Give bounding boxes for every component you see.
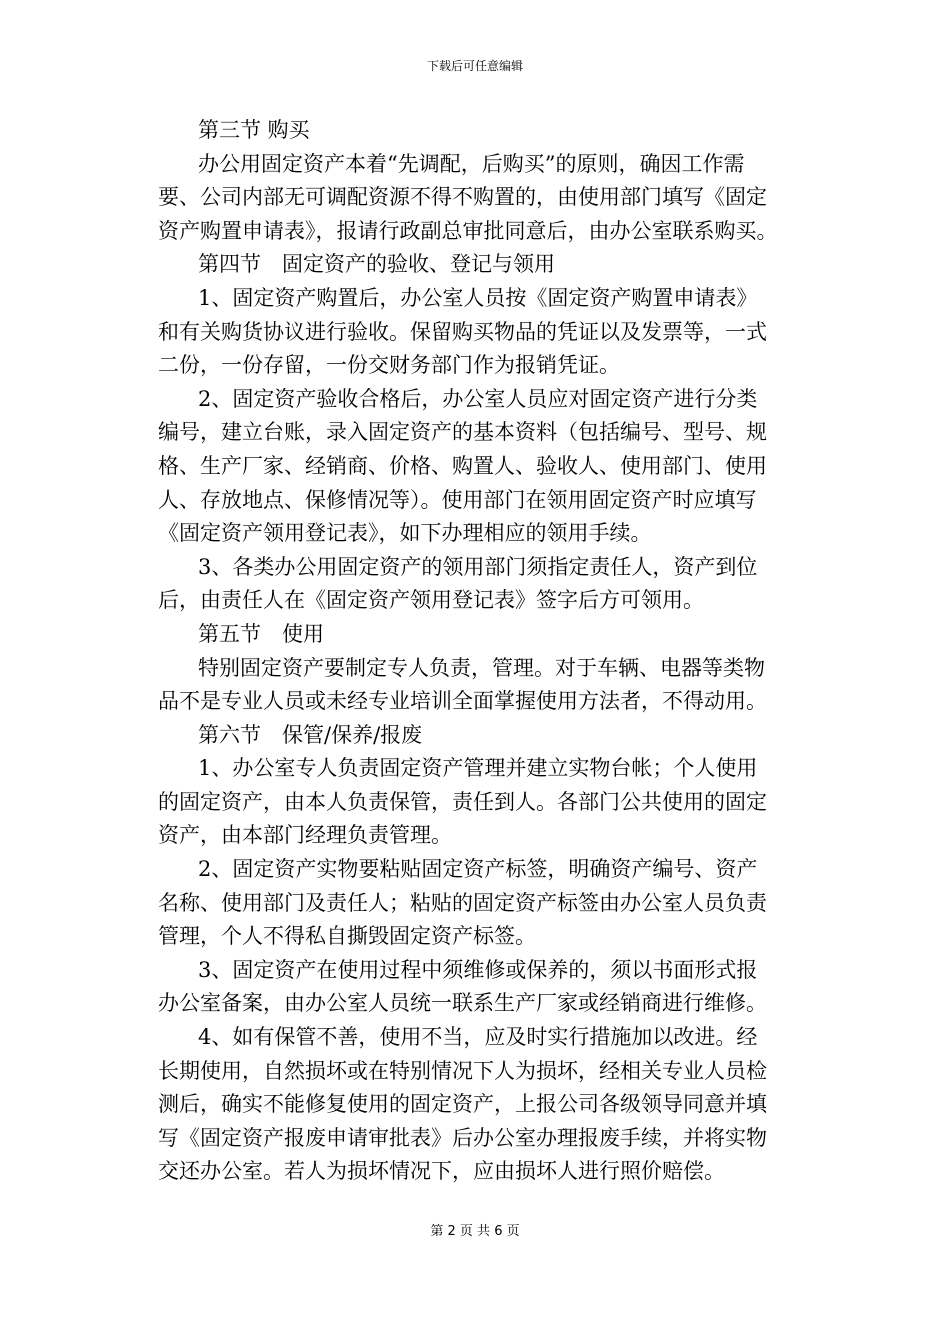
text-line: 2、固定资产验收合格后，办公室人员应对固定资产进行分类: [198, 386, 758, 411]
text-line: 要、公司内部无可调配资源不得不购置的，由使用部门填写《固定: [158, 185, 767, 210]
text-line: 长期使用，自然损坏或在特别情况下人为损坏，经相关专业人员检: [158, 1058, 767, 1083]
text-line: 《固定资产领用登记表》，如下办理相应的领用手续。: [158, 521, 652, 546]
text-line: 编号，建立台账，录入固定资产的基本资料（包括编号、型号、规: [158, 420, 767, 445]
text-line: 办公用固定资产本着“先调配，后购买”的原则，确因工作需: [198, 151, 745, 176]
text-line: 测后，确实不能修复使用的固定资产，上报公司各级领导同意并填: [158, 1092, 767, 1117]
text-line: 第三节 购买: [198, 118, 310, 142]
text-line: 3、固定资产在使用过程中须维修或保养的，须以书面形式报: [198, 957, 758, 982]
text-line: 第四节 固定资产的验收、登记与领用: [198, 252, 555, 277]
text-line: 第六节 保管/保养/报废: [198, 722, 423, 747]
page-footer: 第 2 页 共 6 页: [430, 1224, 520, 1239]
text-line: 二份，一份存留，一份交财务部门作为报销凭证。: [158, 353, 620, 378]
text-line: 2、固定资产实物要粘贴固定资产标签，明确资产编号、资产: [198, 857, 758, 882]
text-line: 交还办公室。若人为损坏情况下，应由损坏人进行照价赔偿。: [158, 1159, 725, 1184]
text-line: 人、存放地点、保修情况等）。使用部门在领用固定资产时应填写: [158, 487, 757, 512]
text-line: 3、各类办公用固定资产的领用部门须指定责任人，资产到位: [198, 554, 758, 579]
text-line: 的固定资产，由本人负责保管，责任到人。各部门公共使用的固定: [158, 789, 767, 814]
text-line: 第五节 使用: [198, 621, 324, 646]
text-line: 资产购置申请表》，报请行政副总审批同意后，由办公室联系购买。: [158, 218, 778, 243]
text-line: 4、如有保管不善，使用不当，应及时实行措施加以改进。经: [198, 1025, 758, 1050]
text-line: 格、生产厂家、经销商、价格、购置人、验收人、使用部门、使用: [158, 453, 767, 478]
text-line: 管理，个人不得私自撕毁固定资产标签。: [158, 924, 536, 949]
text-line: 名称、使用部门及责任人；粘贴的固定资产标签由办公室人员负责: [158, 890, 767, 915]
text-line: 1、办公室专人负责固定资产管理并建立实物台帐；个人使用: [198, 756, 758, 781]
text-line: 资产，由本部门经理负责管理。: [158, 823, 452, 848]
page-header: 下载后可任意编辑: [426, 59, 523, 73]
document-body: [158, 114, 808, 1189]
text-line: 和有关购货协议进行验收。保留购买物品的凭证以及发票等，一式: [158, 319, 767, 344]
text-line: 后，由责任人在《固定资产领用登记表》签字后方可领用。: [158, 588, 704, 613]
text-line: 办公室备案，由办公室人员统一联系生产厂家或经销商进行维修。: [158, 991, 767, 1016]
text-line: 特别固定资产要制定专人负责，管理。对于车辆、电器等类物: [198, 655, 765, 680]
text-line: 1、固定资产购置后，办公室人员按《固定资产购置申请表》: [198, 285, 758, 310]
text-line: 写《固定资产报废申请审批表》后办公室办理报废手续，并将实物: [158, 1125, 767, 1150]
text-line: 品不是专业人员或未经专业培训全面掌握使用方法者，不得动用。: [158, 689, 767, 714]
